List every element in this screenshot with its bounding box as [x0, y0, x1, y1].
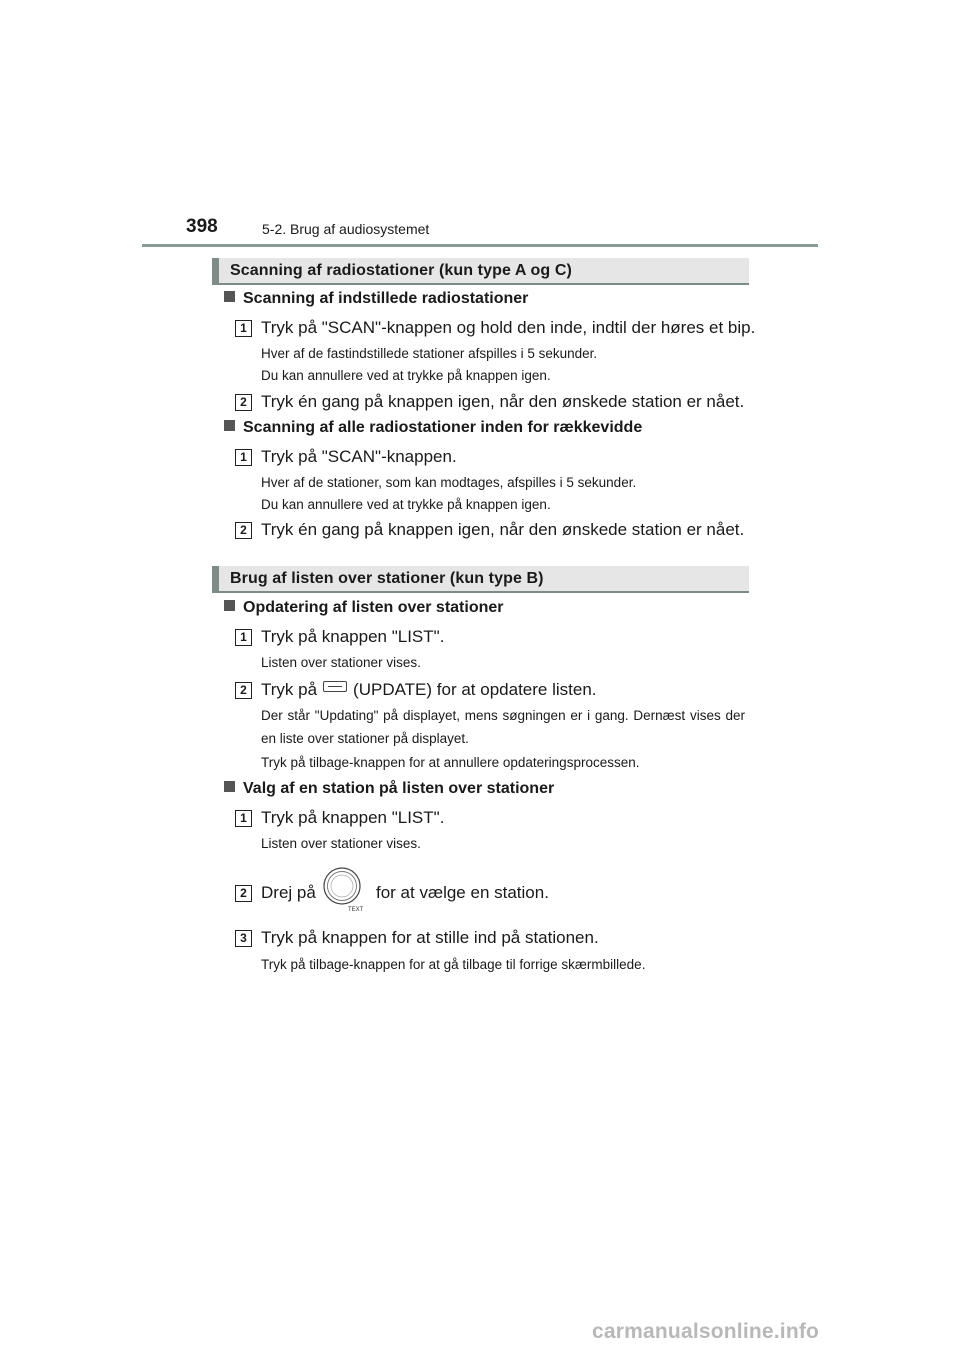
knob-label: TEXT — [348, 907, 364, 913]
header-rule — [142, 244, 818, 247]
subheading-update-list: Opdatering af listen over stationer — [224, 599, 504, 617]
step-note: Tryk på tilbage-knappen for at annullere opdateringsprocessen. — [261, 755, 640, 770]
bullet-square-icon — [224, 420, 235, 431]
step-badge: 2 — [235, 522, 252, 539]
bullet-square-icon — [224, 291, 235, 302]
subheading-scan-preset: Scanning af indstillede radiostationer — [224, 290, 528, 308]
step-note: Listen over stationer vises. — [261, 655, 421, 670]
step-text: Tryk på knappen for at stille ind på stationen. — [261, 928, 599, 947]
step-badge: 1 — [235, 810, 252, 827]
bullet-square-icon — [224, 781, 235, 792]
step-badge: 2 — [235, 394, 252, 411]
step-badge: 1 — [235, 629, 252, 646]
step-text: Tryk på "SCAN"-knappen og hold den inde, indtil der høres et bip. — [261, 318, 756, 337]
step-text: Tryk én gang på knappen igen, når den ønskede station er nået. — [261, 392, 745, 411]
step-note: Du kan annullere ved at trykke på knappen igen. — [261, 497, 551, 512]
tune-knob-icon — [322, 866, 366, 914]
page-number: 398 — [186, 216, 218, 237]
step-note: Tryk på tilbage-knappen for at gå tilbage til forrige skærmbillede. — [261, 957, 646, 972]
section-header-station-list — [212, 566, 749, 593]
step-badge: 3 — [235, 930, 252, 947]
step-note: Du kan annullere ved at trykke på knappen igen. — [261, 368, 551, 383]
step-text: for at vælge en station. — [376, 883, 549, 902]
step-note: Listen over stationer vises. — [261, 836, 421, 851]
step-badge: 1 — [235, 320, 252, 337]
step-text: Drej på — [261, 883, 316, 902]
step-note: Der står "Updating" på displayet, mens søgningen er i gang. Dernæst vises der en liste over stationer på displayet. — [261, 708, 745, 746]
step-text: Tryk på "SCAN"-knappen. — [261, 447, 457, 466]
step-badge: 2 — [235, 885, 252, 902]
step-text: Tryk på knappen "LIST". — [261, 808, 445, 827]
bullet-square-icon — [224, 600, 235, 611]
step-text: Tryk én gang på knappen igen, når den ønskede station er nået. — [261, 520, 745, 539]
step-text: Tryk på (UPDATE) for at opdatere listen. — [261, 680, 597, 699]
step-badge: 1 — [235, 449, 252, 466]
step-text: Tryk på knappen "LIST". — [261, 627, 445, 646]
step-note: Hver af de stationer, som kan modtages, afspilles i 5 sekunder. — [261, 475, 637, 490]
step-badge: 2 — [235, 682, 252, 699]
section-header-scanning — [212, 258, 749, 285]
update-key-icon — [323, 681, 347, 692]
section-title: Brug af listen over stationer (kun type B) — [230, 570, 544, 587]
subheading-scan-all: Scanning af alle radiostationer inden for rækkevidde — [224, 419, 642, 437]
section-title: Scanning af radiostationer (kun type A og C) — [230, 262, 572, 279]
watermark: carmanualsonline.info — [592, 1320, 820, 1343]
subheading-select-station: Valg af en station på listen over stationer — [224, 780, 554, 798]
chapter-title: 5-2. Brug af audiosystemet — [262, 221, 430, 237]
step-note: Hver af de fastindstillede stationer afspilles i 5 sekunder. — [261, 346, 598, 361]
